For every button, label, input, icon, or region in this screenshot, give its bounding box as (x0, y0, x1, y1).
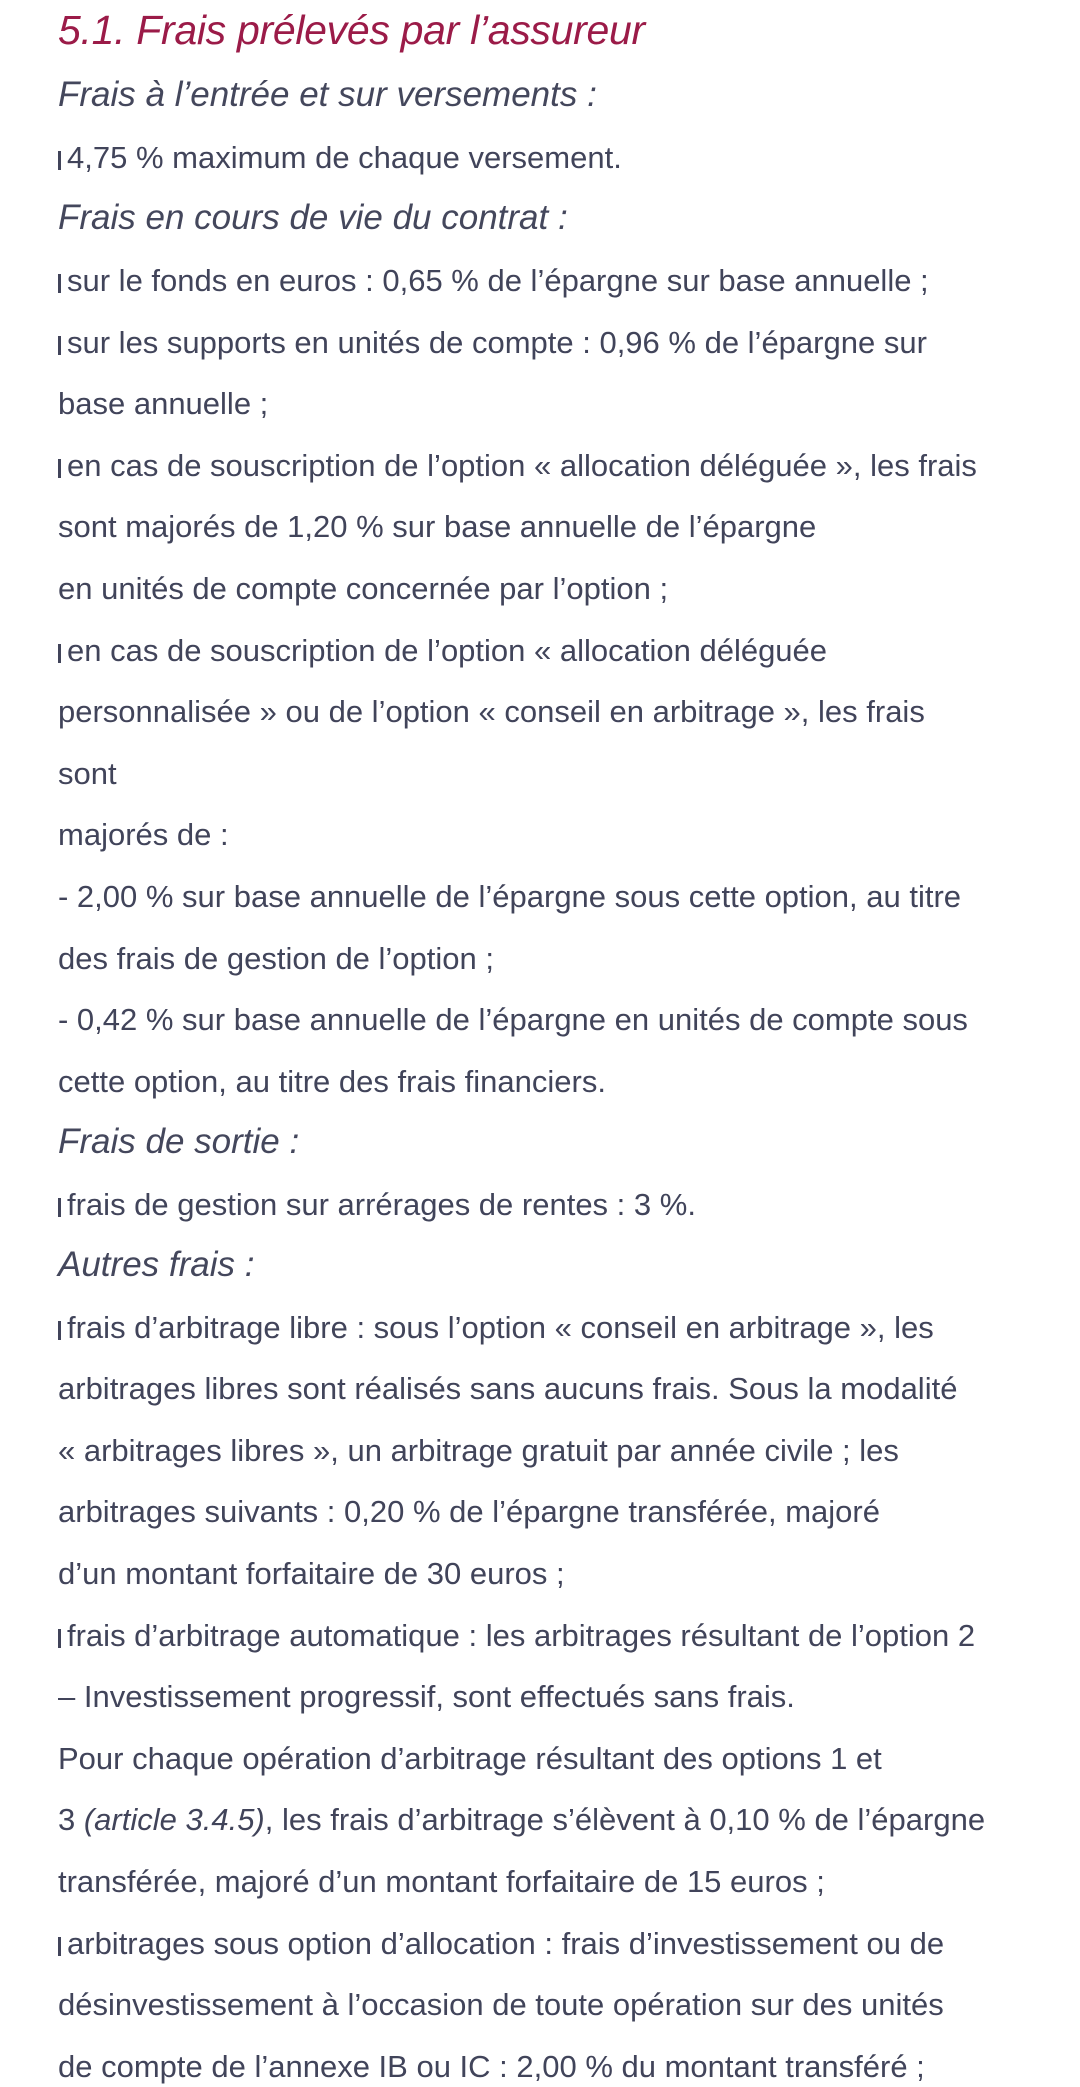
other-fees-heading: Autres frais : (58, 1245, 255, 1284)
list-item-continuation: personnalisée » ou de l’option « conseil en arbitrage », les frais (58, 694, 925, 729)
bullet-marker (58, 644, 61, 663)
sub-item-continuation: des frais de gestion de l’option ; (58, 941, 494, 976)
list-item-continuation: base annuelle ; (58, 386, 269, 421)
bullet-marker (58, 459, 61, 478)
list-item-continuation: 3 (article 3.4.5), les frais d’arbitrage s’élèvent à 0,10 % de l’épargne (58, 1802, 986, 1837)
section-title: 5.1. Frais prélevés par l’assureur (58, 7, 645, 53)
bullet-marker (58, 274, 61, 293)
list-item-continuation: – Investissement progressif, sont effectués sans frais. (58, 1679, 795, 1714)
list-item-continuation: en unités de compte concernée par l’option ; (58, 571, 669, 606)
bullet-marker (58, 1321, 61, 1340)
list-item-continuation: transférée, majoré d’un montant forfaitaire de 15 euros ; (58, 1864, 825, 1899)
list-item: frais d’arbitrage libre : sous l’option « conseil en arbitrage », les (58, 1312, 934, 1343)
running-fees-heading: Frais en cours de vie du contrat : (58, 198, 568, 237)
article-reference: (article 3.4.5) (83, 1802, 265, 1837)
list-item: arbitrages sous option d’allocation : frais d’investissement ou de (58, 1928, 944, 1959)
list-item-continuation: arbitrages suivants : 0,20 % de l’épargne transférée, majoré (58, 1494, 880, 1529)
list-item: en cas de souscription de l’option « allocation déléguée (58, 635, 827, 666)
list-item-continuation: « arbitrages libres », un arbitrage gratuit par année civile ; les (58, 1433, 899, 1468)
sub-item-continuation: cette option, au titre des frais financiers. (58, 1064, 606, 1099)
list-item-continuation: désinvestissement à l’occasion de toute opération sur des unités (58, 1987, 944, 2022)
list-item: en cas de souscription de l’option « allocation déléguée », les frais (58, 450, 977, 481)
list-item-continuation: d’un montant forfaitaire de 30 euros ; (58, 1556, 565, 1591)
list-item-continuation: de compte de l’annexe IB ou IC : 2,00 % du montant transféré ; (58, 2049, 925, 2084)
bullet-marker (58, 1937, 61, 1956)
list-item-continuation: sont majorés de 1,20 % sur base annuelle de l’épargne (58, 509, 817, 544)
list-item-continuation: sont (58, 756, 117, 791)
sub-item: - 2,00 % sur base annuelle de l’épargne sous cette option, au titre (58, 879, 962, 914)
entry-fees-heading: Frais à l’entrée et sur versements : (58, 75, 597, 114)
list-item: frais d’arbitrage automatique : les arbitrages résultant de l’option 2 (58, 1620, 975, 1651)
exit-fees-heading: Frais de sortie : (58, 1122, 300, 1161)
list-item-continuation: arbitrages libres sont réalisés sans aucuns frais. Sous la modalité (58, 1371, 958, 1406)
list-item: sur le fonds en euros : 0,65 % de l’épargne sur base annuelle ; (58, 265, 929, 296)
list-item-continuation: majorés de : (58, 817, 229, 852)
bullet-marker (58, 1198, 61, 1217)
list-item: sur les supports en unités de compte : 0,96 % de l’épargne sur (58, 327, 927, 358)
list-item-continuation: Pour chaque opération d’arbitrage résultant des options 1 et (58, 1741, 882, 1776)
sub-item: - 0,42 % sur base annuelle de l’épargne en unités de compte sous (58, 1002, 968, 1037)
list-item: 4,75 % maximum de chaque versement. (58, 142, 622, 173)
bullet-marker (58, 151, 61, 170)
bullet-marker (58, 336, 61, 355)
bullet-marker (58, 1629, 61, 1648)
list-item: frais de gestion sur arrérages de rentes : 3 %. (58, 1189, 696, 1220)
